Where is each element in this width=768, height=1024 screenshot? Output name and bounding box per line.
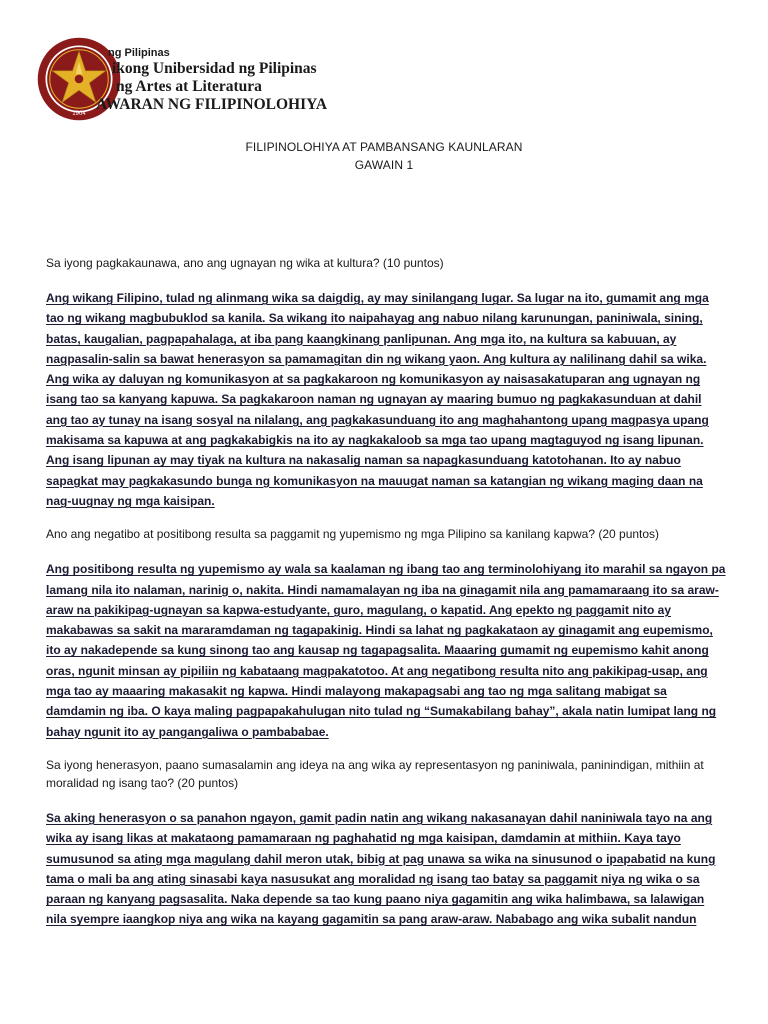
question-1: Sa iyong pagkakaunawa, ano ang ugnayan ng wika at kultura? (10 puntos) xyxy=(46,256,444,270)
document-title: FILIPINOLOHIYA AT PAMBANSANG KAUNLARAN xyxy=(245,140,523,154)
question-3: Sa iyong henerasyon, paano sumasalamin ang ideya na ang wika ay representasyon ng paniniwala, paninindigan, mithiin at moralidad ng isang tao? (20 puntos) xyxy=(46,757,704,790)
answer-3: Sa aking henerasyon o sa panahon ngayon, gamit padin natin ang wikang nakasanayan dahil naniniwala tayo na ang wika ay isang likas at makataong pamamaraan ng paghahatid ng mga kaisipan, damdamin at mithiin. Kaya tayo sumusunod sa ating mga magulang dahil meron utak, bibig at pag unawa sa wika na sinusunod o ipapabatid na kung tama o mali ba ang ating sinasabi kaya nasusukat ang moralidad ng isang tao batay sa paggamit niya ng wika o sa paraan ng kanyang pagsasalita. Naka depende sa tao kung paano niya gagamitin ang wika halimbawa, sa lalawigan nila syempre iaangkop niya ang wika na kayang gagamitin sa pang araw-araw. Nababago ang wika subalit nandun xyxy=(46,810,716,927)
question-2: Ano ang negatibo at positibong resulta sa paggamit ng yupemismo ng mga Pilipino sa kanilang kapwa? (20 puntos) xyxy=(46,527,660,542)
letterhead-country: ng Pilipinas xyxy=(108,47,170,59)
qa-content xyxy=(46,254,726,944)
document-heading xyxy=(0,138,768,174)
letterhead-text xyxy=(96,46,327,114)
letterhead-university: ikong Unibersidad ng Pilipinas xyxy=(112,60,317,77)
letterhead xyxy=(36,30,456,130)
letterhead-college: ng Artes at Literatura xyxy=(116,78,262,95)
answer-1: Ang wikang Filipino, tulad ng alinmang wika sa daigdig, ay may sinilangang lugar. Sa lugar na ito, gumamit ang mga tao ng wikang magbubuklod sa kanila. Sa wikang ito naipahayag ang nabuo nilang karunungan, paniniwala, sining, batas, kaugalian, pagpapahalaga, at iba pang kaangkinang panlipunan. Ang mga ito, na kultura sa kabuuan, ay nagpasalin-salin sa bawat henerasyon sa pamamagitan din ng wikang yaon. Ang kultura ay nalilinang dahil sa wika. Ang wika ay daluyan ng komunikasyon at sa pagkakaroon ng komunikasyon ay naisasakatuparan ang ugnayan ng isang tao sa kanyang kapuwa. Sa pagkakaroon naman ng ugnayan ay maaring bumuo ng pagkakasunduan at dahil ang tao ay tunay na isang sosyal na nilalang, ang pagkakasunduang ito ang maghahantong upang magpasya upang makisama sa kapuwa at ang pagkakabigkis na ito ay nagkakaloob sa mga tao upang magtaguyod ng isang lipunan. Ang isang lipunan ay may tiyak na kultura na nakasalig naman sa napagkasunduang katotohanan. Ito ay nabuo sapagkat may pagkakasundo bunga ng komunikasyon na mauugat naman sa katangian ng wikang maging daan na nag-uugnay ng mga kaisipan. xyxy=(46,291,709,508)
letterhead-department: AWARAN NG FILIPINOLOHIYA xyxy=(96,96,328,113)
document-subtitle: GAWAIN 1 xyxy=(354,158,414,172)
seal-year: 1904 xyxy=(72,111,86,118)
answer-2: Ang positibong resulta ng yupemismo ay wala sa kaalaman ng ibang tao ang terminolohiyang ito marahil sa ngayon pa lamang nila ito nalaman, narinig o, nakita. Hindi namamalayan ng iba na ginagamit nila ang pamamaraang ito sa araw-araw na pakikipag-ugnayan sa kapwa-estudyante, guro, magulang, o kapatid. Ang epekto ng paggamit nito ay makabawas sa sakit na mararamdaman ng tagapakinig. Hindi sa lahat ng pagkakataon ay ginagamit ang eupemismo, ito ay nakadepende sa kung sinong tao ang kausap ng tagapagsalita. Maaaring gumamit ng eupemismo kahit anong oras, ngunit minsan ay pipiliin ng kabataang magpakatotoo. At ang negatibong resulta nito ang pakikipag-usap, ang mga tao ay maaaring makasakit ng kapwa. Hindi malayong makapagsabi ang tao ng mga salitang mabigat sa damdamin ng iba. O kaya maling pagpapakahulugan nito tulad ng “Sumakabilang bahay”, akala natin lumipat lang ng bahay ngunit ito ay pangangaliwa o pambababae. xyxy=(46,562,726,739)
